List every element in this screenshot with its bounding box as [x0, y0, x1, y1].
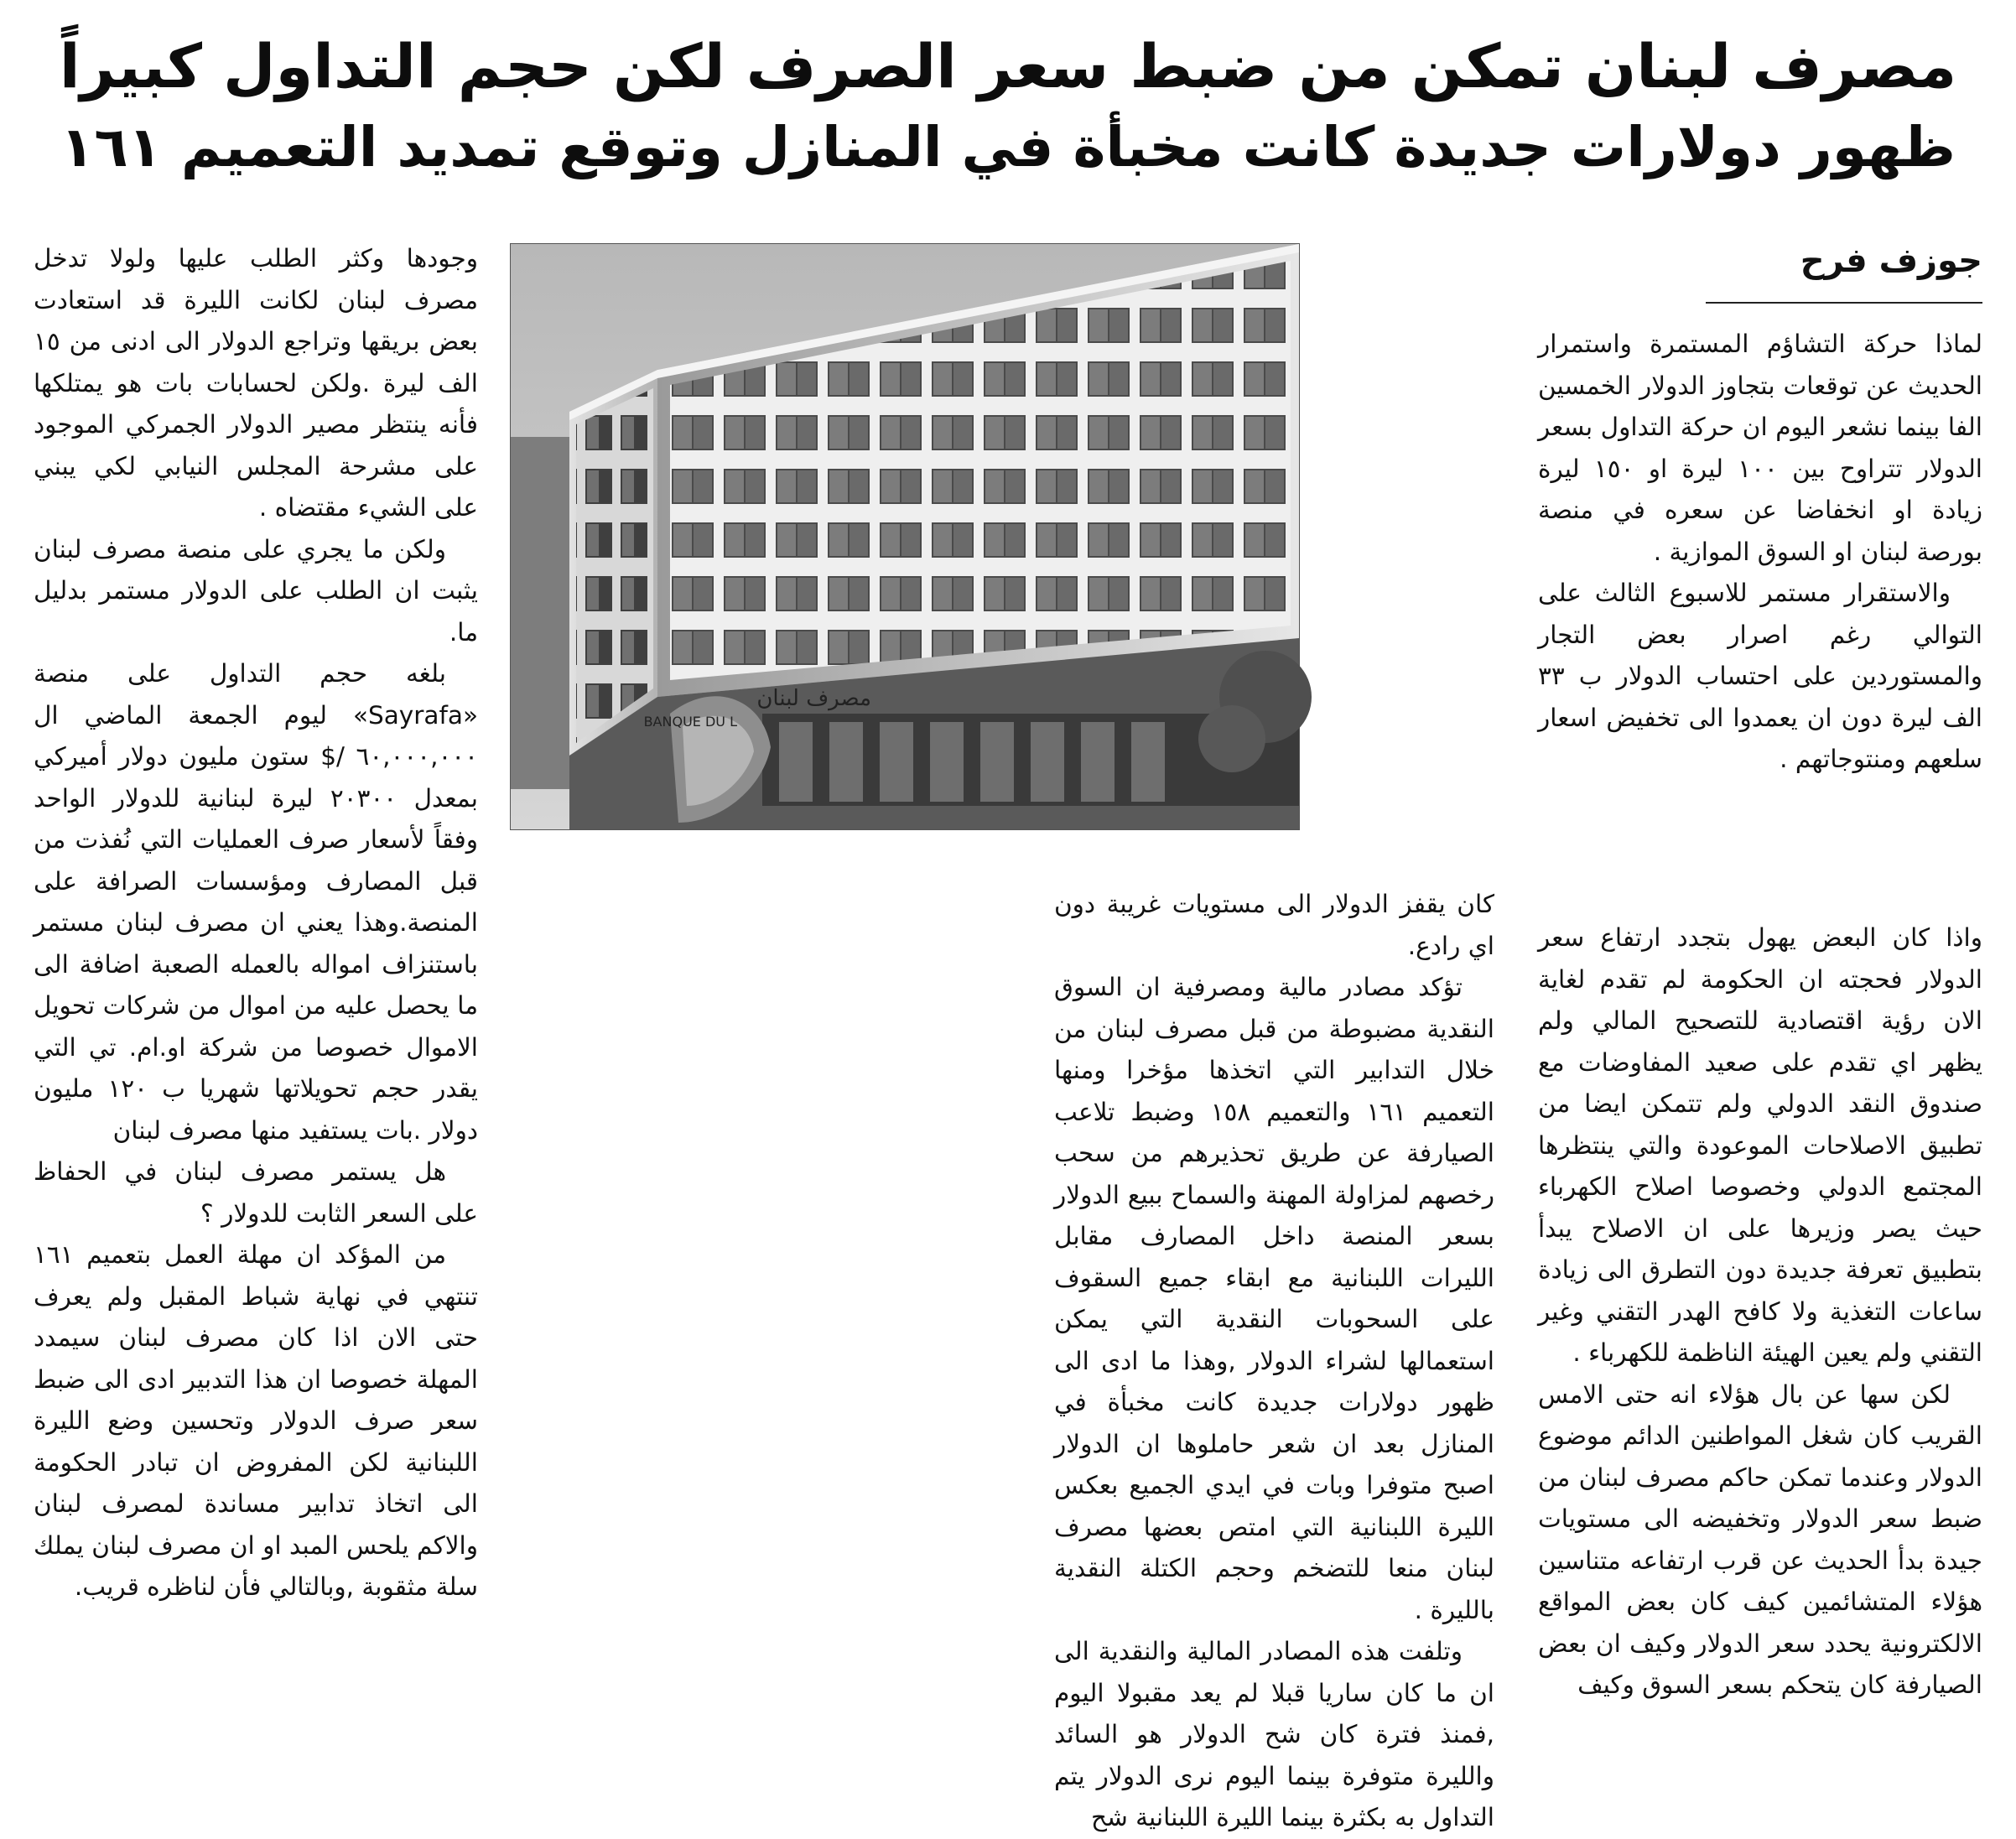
paragraph: من المؤكد ان مهلة العمل بتعميم ١٦١ تنتهي في نهاية شباط المقبل ولم يعرف حتى الان اذا كان مصرف لبنان سيمدد المهلة خصوصا ان هذا التدبير ادى الى ضبط سعر صرف الدولار وتحسين وضع الليرة اللبنانية لكن المفروض ان تبادر الحكومة الى اتخاذ تدابير مساندة لمصرف لبنان والاكم يلحس المبد او ان مصرف لبنان يملك سلة مثقوبة ,وبالتالي فأن لناظره قريب. — [34, 1240, 478, 1601]
paragraph: ولكن ما يجري على منصة مصرف لبنان يثبت ان الطلب على الدولار مستمر بدليل ما. — [34, 534, 478, 647]
paragraph: واذا كان البعض يهول بتجدد ارتفاع سعر الدولار فحجته ان الحكومة لم تقدم لغاية الان رؤية اقتصادية للتصحيح المالي ولم يظهر اي تقدم على صعيد المفاوضات مع صندوق النقد الدولي ولم تتمكن ايضا من تطبيق الاصلاحات الموعودة والتي ينتظرها المجتمع الدولي وخصوصا اصلاح الكهرباء حيث يصر وزيرها على ان الاصلاح يبدأ بتطبيق تعرفة جديدة دون التطرق الى زيادة ساعات التغذية ولا كافح الهدر التقني وغير التقني ولم يعين الهيئة الناظمة للكهرباء . — [1538, 923, 1982, 1367]
bank-sign-french: BANQUE DU L — [643, 714, 737, 730]
paragraph: هل يستمر مصرف لبنان في الحفاظ على السعر الثابت للدولار ؟ — [34, 1157, 478, 1228]
paragraph: وجودها وكثر الطلب عليها ولولا تدخل مصرف لبنان لكانت الليرة قد استعادت بعض بريقها وتراجع الدولار الى ادنى من ١٥ الف ليرة .ولكن لحسابات بات هو يمتلكها فأنه ينتظر مصير الدولار الجمركي الموجود على مشرحة المجلس النيابي لكي يبني على الشيء مقتضاه . — [34, 244, 478, 522]
headline-line-2: ظهور دولارات جديدة كانت مخبأة في المنازل وتوقع تمديد التعميم ١٦١ — [60, 115, 1956, 179]
bank-sign-arabic: مصرف لبنان — [756, 686, 871, 711]
paragraph: وتلفت هذه المصادر المالية والنقدية الى ان ما كان ساريا قبلا لم يعد مقبولا اليوم ,فمنذ فترة كان شح الدولار هو السائد والليرة متوفرة بينما اليوم نرى الدولار يتم التداول به بكثرة بينما الليرة اللبنانية شح — [1054, 1637, 1494, 1831]
paragraph: بلغه حجم التداول على منصة «Sayrafa» ليوم الجمعة الماضي ال ٦٠,٠٠٠,٠٠٠ /$ ستون مليون دولار أميركي بمعدل ٢٠٣٠٠ ليرة لبنانية للدولار الواحد وفقاً لأسعار صرف العمليات التي نُفذت من قبل المصارف ومؤسسات الصرافة على المنصة.وهذا يعني ان مصرف لبنان مستمر باستنزاف امواله بالعمله الصعبة اضافة الى ما يحصل عليه من اموال من شركات تحويل الاموال خصوصا من شركة او.ام. تي التي يقدر حجم تحويلاتها شهريا ب ١٢٠ مليون دولار .بات يستفيد منها مصرف لبنان — [34, 659, 478, 1145]
article-column-1-bottom — [1538, 917, 1982, 1699]
paragraph: كان يقفز الدولار الى مستويات غريبة دون اي رادع. — [1054, 890, 1494, 960]
headline-line-1: مصرف لبنان تمكن من ضبط سعر الصرف لكن حجم التداول كبيراً — [59, 31, 1957, 101]
byline-divider — [1706, 302, 1982, 304]
paragraph: لماذا حركة التشاؤم المستمرة واستمرار الحديث عن توقعات بتجاوز الدولار الخمسين الفا بينما نشعر اليوم ان حركة التداول بسعر الدولار تتراوح بين ١٠٠ ليرة او ١٥٠ ليرة زيادة او انخفاضا عن سعره في منصة بورصة لبنان او السوق الموازية . — [1538, 330, 1983, 566]
article-column-1-top — [1538, 324, 1982, 911]
paragraph: والاستقرار مستمر للاسبوع الثالث على التوالي رغم اصرار بعض التجار والمستوردين على احتساب الدولار ب ٣٣ الف ليرة دون ان يعمدوا الى تخفيض اسعار سلعهم ومنتوجاتهم . — [1538, 579, 1982, 773]
paragraph: لكن سها عن بال هؤلاء انه حتى الامس القريب كان شغل المواطنين الدائم موضوع الدولار وعندما تمكن حاكم مصرف لبنان من ضبط سعر الدولار وتخفيضه الى مستويات جيدة بدأ الحديث عن قرب ارتفاعه متناسين هؤلاء المتشائمين كيف كان بعض المواقع الالكترونية يحدد سعر الدولار وكيف ان بعض الصيارفة كان يتحكم بسعر السوق وكيف — [1538, 1379, 1982, 1699]
paragraph: تؤكد مصادر مالية ومصرفية ان السوق النقدية مضبوطة من قبل مصرف لبنان من خلال التدابير التي اتخذها مؤخرا ومنها التعميم ١٦١ والتعميم ١٥٨ وضبط تلاعب الصيارفة عن طريق تحذيرهم من سحب رخصهم لمزاولة المهنة والسماح ببيع الدولار بسعر المنصة داخل المصارف مقابل الليرات اللبنانية مع ابقاء جميع السقوف على السحوبات النقدية التي يمكن استعمالها لشراء الدولار ,وهذا ما ادى الى ظهور دولارات جديدة كانت مخبأة في المنازل بعد ان شعر حاملوها ان الدولار اصبح متوفرا وبات في ايدي الجميع بعكس الليرة اللبنانية التي امتص بعضها مصرف لبنان منعا للتضخم وحجم الكتلة النقدية بالليرة . — [1054, 973, 1494, 1624]
author-byline: جوزف فرح — [1800, 242, 1982, 280]
bank-building-photo — [510, 243, 1300, 830]
article-column-3 — [34, 238, 478, 1639]
article-column-2 — [1054, 884, 1494, 1831]
